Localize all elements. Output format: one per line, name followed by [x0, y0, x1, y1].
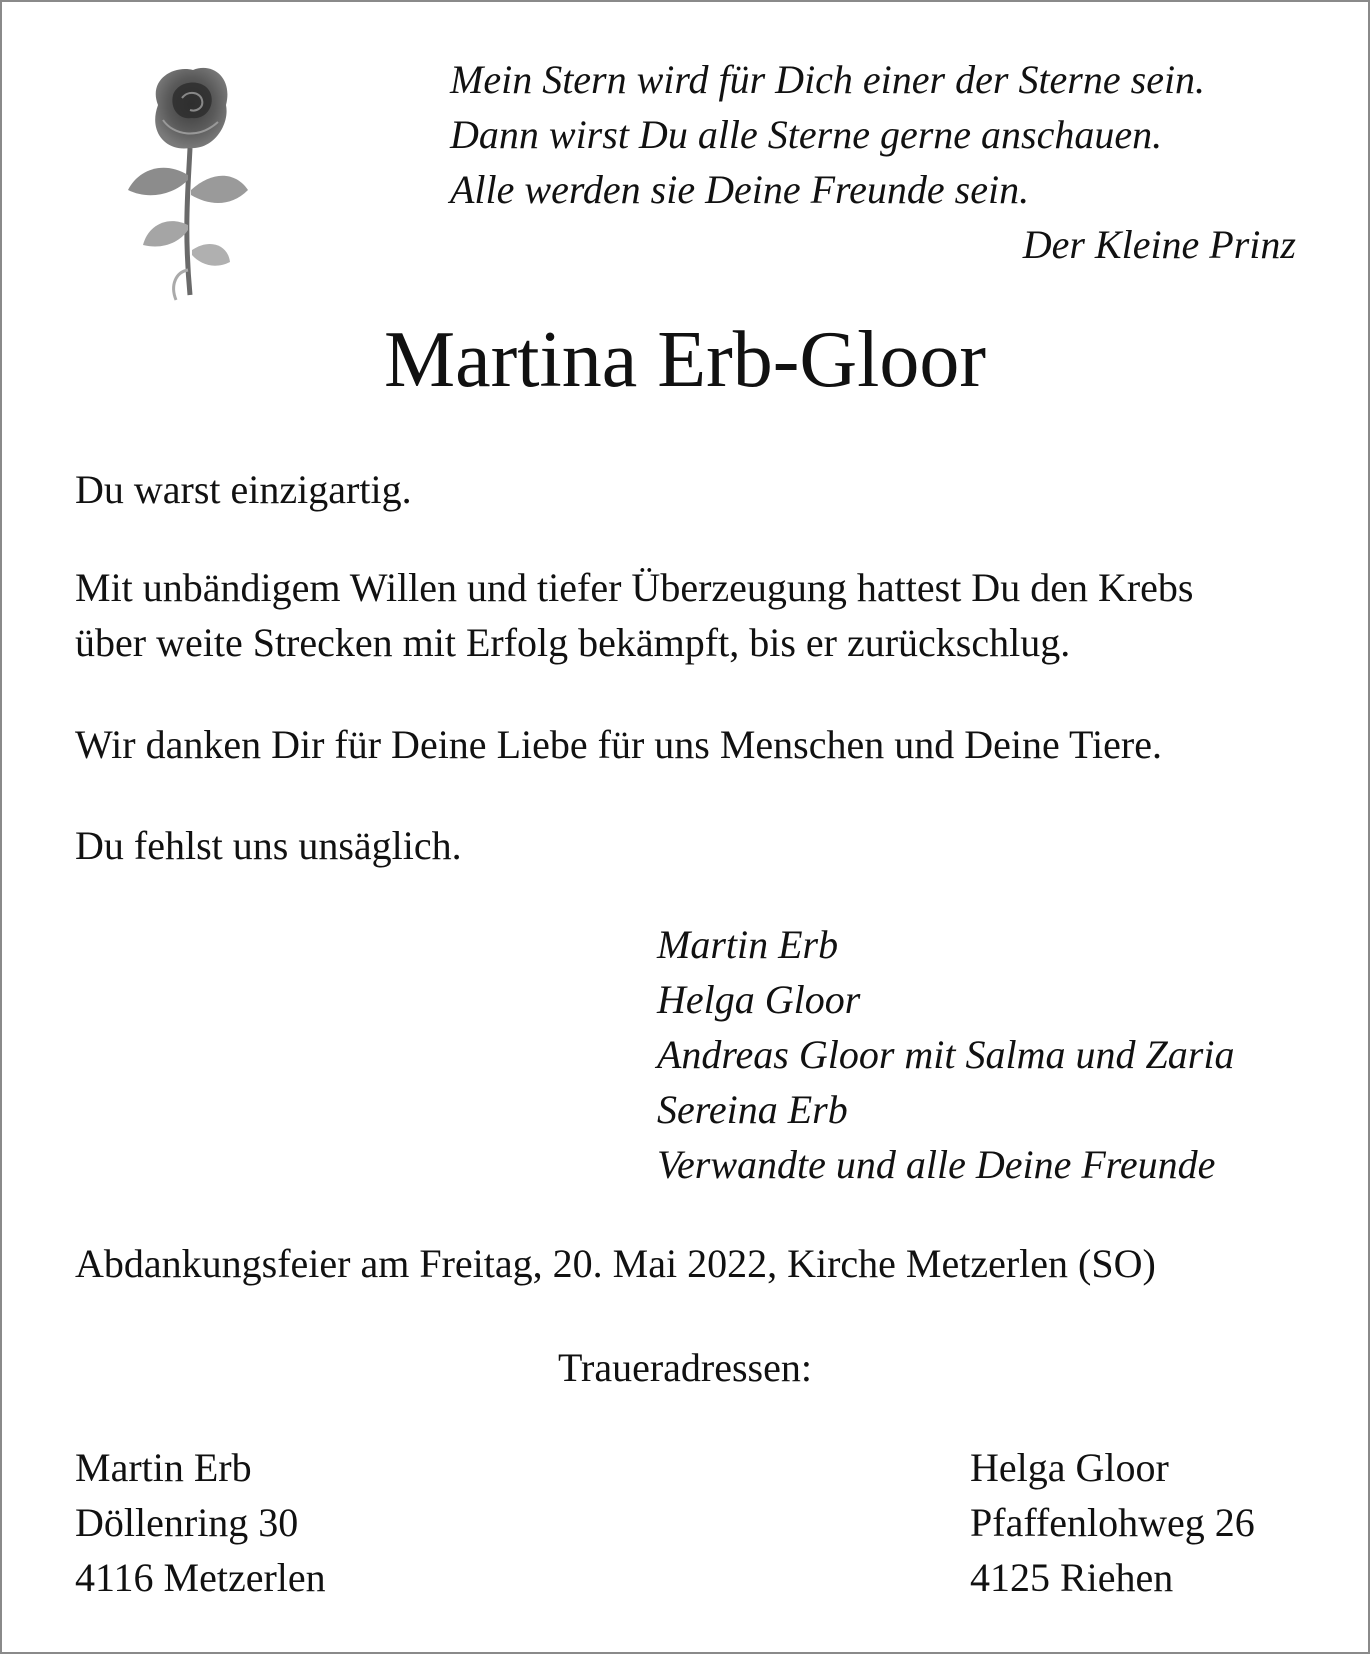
- address-right: [970, 1440, 1255, 1605]
- paragraph-illness: [75, 560, 1315, 670]
- signer: Helga Gloor: [657, 977, 861, 1022]
- address-name: Helga Gloor: [970, 1445, 1169, 1490]
- address-name: Martin Erb: [75, 1445, 252, 1490]
- address-left: [75, 1440, 326, 1605]
- address-city: 4116 Metzerlen: [75, 1555, 326, 1600]
- quote-line: Mein Stern wird für Dich einer der Sterne sein.: [450, 57, 1206, 102]
- signers-list: [657, 917, 1234, 1192]
- paragraph-missed: Du fehlst uns unsäglich.: [75, 823, 462, 868]
- address-street: Döllenring 30: [75, 1500, 299, 1545]
- paragraph-line: über weite Strecken mit Erfolg bekämpft, bis er zurückschlug.: [75, 620, 1071, 665]
- addresses-heading: Traueradressen:: [557, 1345, 812, 1390]
- deceased-name: Martina Erb-Gloor: [383, 316, 987, 404]
- quote-line: Dann wirst Du alle Sterne gerne anschauen.: [450, 112, 1163, 157]
- address-city: 4125 Riehen: [970, 1555, 1174, 1600]
- quote-block: [450, 52, 1300, 272]
- signer: Sereina Erb: [657, 1087, 848, 1132]
- paragraph-thanks: Wir danken Dir für Deine Liebe für uns Menschen und Deine Tiere.: [75, 722, 1162, 767]
- signer: Andreas Gloor mit Salma und Zaria: [657, 1032, 1235, 1077]
- quote-author: Der Kleine Prinz: [1022, 222, 1296, 267]
- paragraph-unique: Du warst einzigartig.: [75, 467, 412, 512]
- address-street: Pfaffenlohweg 26: [970, 1500, 1255, 1545]
- quote-line: Alle werden sie Deine Freunde sein.: [450, 167, 1030, 212]
- ceremony-info: Abdankungsfeier am Freitag, 20. Mai 2022, Kirche Metzerlen (SO): [75, 1241, 1156, 1286]
- signer: Martin Erb: [657, 922, 839, 967]
- paragraph-line: Mit unbändigem Willen und tiefer Überzeugung hattest Du den Krebs: [75, 565, 1194, 610]
- signer: Verwandte und alle Deine Freunde: [657, 1142, 1216, 1187]
- rose-icon: [118, 50, 258, 310]
